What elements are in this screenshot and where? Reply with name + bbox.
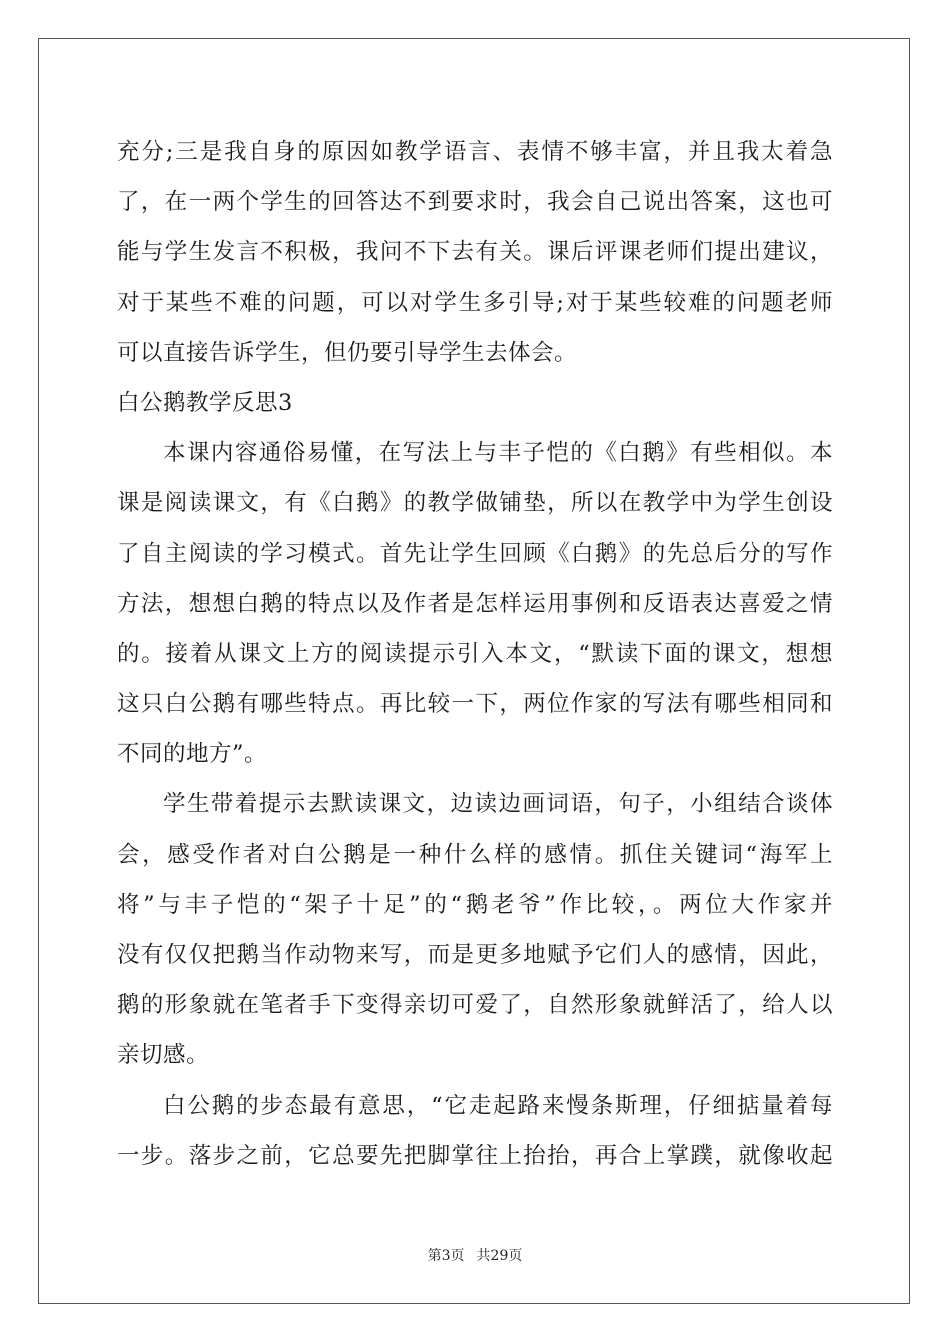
text-line: 课是阅读课文，有《白鹅》的教学做铺垫，所以在教学中为学生创设 — [117, 490, 833, 517]
text-line: 对于某些不难的问题，可以对学生多引导;对于某些较难的问题老师 — [117, 289, 833, 316]
text-line: 鹅的形象就在笔者手下变得亲切可爱了，自然形象就鲜活了，给人以 — [117, 992, 833, 1019]
text-line: 的。接着从课文上方的阅读提示引入本文，“默读下面的课文，想想 — [117, 640, 833, 667]
text-line: 了自主阅读的学习模式。首先让学生回顾《白鹅》的先总后分的写作 — [117, 540, 833, 567]
text-line: 亲切感。 — [117, 1042, 210, 1069]
page-footer — [0, 1245, 950, 1265]
text-line: 方法，想想白鹅的特点以及作者是怎样运用事例和反语表达喜爱之情 — [117, 590, 833, 617]
text-line: 不同的地方”。 — [117, 741, 268, 768]
text-line: 会，感受作者对白公鹅是一种什么样的感情。抓住关键词“海军上 — [117, 841, 833, 868]
text-line: 没有仅仅把鹅当作动物来写，而是更多地赋予它们人的感情，因此， — [117, 942, 833, 968]
text-line: 将”与丰子恺的“架子十足”的“鹅老爷”作比较，。两位大作家并 — [117, 891, 833, 918]
text-line: 能与学生发言不积极，我问不下去有关。课后评课老师们提出建议， — [117, 239, 833, 266]
text-line: 一步。落步之前，它总要先把脚掌往上抬抬，再合上掌蹼，就像收起 — [117, 1142, 833, 1169]
current-page-label: 第3页 — [427, 1248, 465, 1264]
text-line: 本课内容通俗易懂，在写法上与丰子恺的《白鹅》有些相似。本 — [163, 440, 833, 467]
text-line: 可以直接告诉学生，但仍要引导学生去体会。 — [117, 339, 578, 366]
section-heading: 白公鹅教学反思3 — [117, 389, 293, 416]
document-body — [117, 127, 833, 1181]
text-line: 白公鹅的步态最有意思，“它走起路来慢条斯理，仔细掂量着每 — [163, 1092, 833, 1119]
text-line: 充分;三是我自身的原因如教学语言、表情不够丰富，并且我太着急 — [117, 139, 833, 165]
total-pages-label: 共29页 — [476, 1248, 523, 1264]
text-line: 学生带着提示去默读课文，边读边画词语，句子，小组结合谈体 — [163, 791, 833, 818]
text-line: 这只白公鹅有哪些特点。再比较一下，两位作家的写法有哪些相同和 — [117, 691, 833, 718]
text-line: 了，在一两个学生的回答达不到要求时，我会自己说出答案，这也可 — [117, 189, 833, 216]
